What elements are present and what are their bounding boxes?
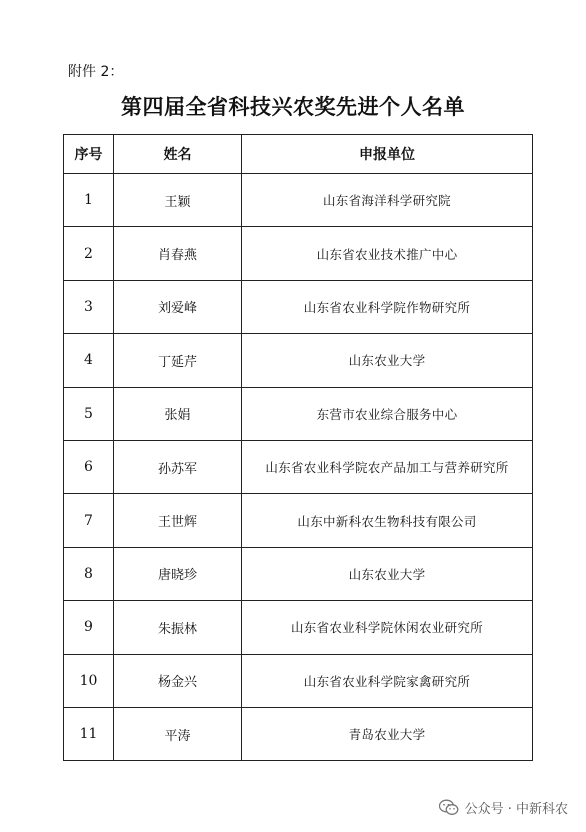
table-row bbox=[64, 227, 533, 280]
row-name: 朱振林 bbox=[114, 601, 242, 654]
attachment-label: 附件 2： bbox=[68, 64, 124, 80]
wechat-watermark bbox=[439, 798, 568, 817]
table-row bbox=[64, 387, 533, 440]
row-name: 平涛 bbox=[114, 707, 242, 760]
row-org: 山东省农业技术推广中心 bbox=[242, 227, 533, 280]
row-index: 2 bbox=[64, 227, 114, 280]
row-index: 3 bbox=[64, 280, 114, 333]
row-org: 青岛农业大学 bbox=[242, 707, 533, 760]
roster-table bbox=[63, 134, 533, 761]
row-org: 山东省农业科学院家禽研究所 bbox=[242, 654, 533, 707]
header-org: 申报单位 bbox=[242, 135, 533, 174]
row-org: 山东农业大学 bbox=[242, 334, 533, 387]
row-index: 4 bbox=[64, 334, 114, 387]
header-name: 姓名 bbox=[114, 135, 242, 174]
table-row bbox=[64, 707, 533, 760]
row-org: 山东省农业科学院休闲农业研究所 bbox=[242, 601, 533, 654]
row-org: 山东中新科农生物科技有限公司 bbox=[242, 494, 533, 547]
row-index: 5 bbox=[64, 387, 114, 440]
table-row bbox=[64, 547, 533, 600]
row-org: 东营市农业综合服务中心 bbox=[242, 387, 533, 440]
row-name: 唐晓珍 bbox=[114, 547, 242, 600]
row-index: 1 bbox=[64, 174, 114, 227]
row-name: 王颖 bbox=[114, 174, 242, 227]
row-index: 7 bbox=[64, 494, 114, 547]
row-org: 山东农业大学 bbox=[242, 547, 533, 600]
header-index: 序号 bbox=[64, 135, 114, 174]
table-row bbox=[64, 440, 533, 493]
row-index: 6 bbox=[64, 440, 114, 493]
table-row bbox=[64, 601, 533, 654]
row-name: 孙苏军 bbox=[114, 440, 242, 493]
row-index: 11 bbox=[64, 707, 114, 760]
row-index: 10 bbox=[64, 654, 114, 707]
watermark-text: 公众号 · 中新科农 bbox=[464, 802, 568, 817]
wechat-icon bbox=[439, 799, 459, 816]
table-row bbox=[64, 654, 533, 707]
row-name: 杨金兴 bbox=[114, 654, 242, 707]
table-row bbox=[64, 334, 533, 387]
row-name: 肖春燕 bbox=[114, 227, 242, 280]
table-row bbox=[64, 280, 533, 333]
row-name: 王世辉 bbox=[114, 494, 242, 547]
row-index: 8 bbox=[64, 547, 114, 600]
row-org: 山东省海洋科学研究院 bbox=[242, 174, 533, 227]
row-org: 山东省农业科学院农产品加工与营养研究所 bbox=[242, 440, 533, 493]
document-title: 第四届全省科技兴农奖先进个人名单 bbox=[121, 94, 465, 119]
row-name: 张娟 bbox=[114, 387, 242, 440]
table-row bbox=[64, 494, 533, 547]
row-name: 丁延芹 bbox=[114, 334, 242, 387]
table-row bbox=[64, 174, 533, 227]
table-header-row bbox=[64, 135, 533, 174]
row-org: 山东省农业科学院作物研究所 bbox=[242, 280, 533, 333]
row-name: 刘爱峰 bbox=[114, 280, 242, 333]
row-index: 9 bbox=[64, 601, 114, 654]
